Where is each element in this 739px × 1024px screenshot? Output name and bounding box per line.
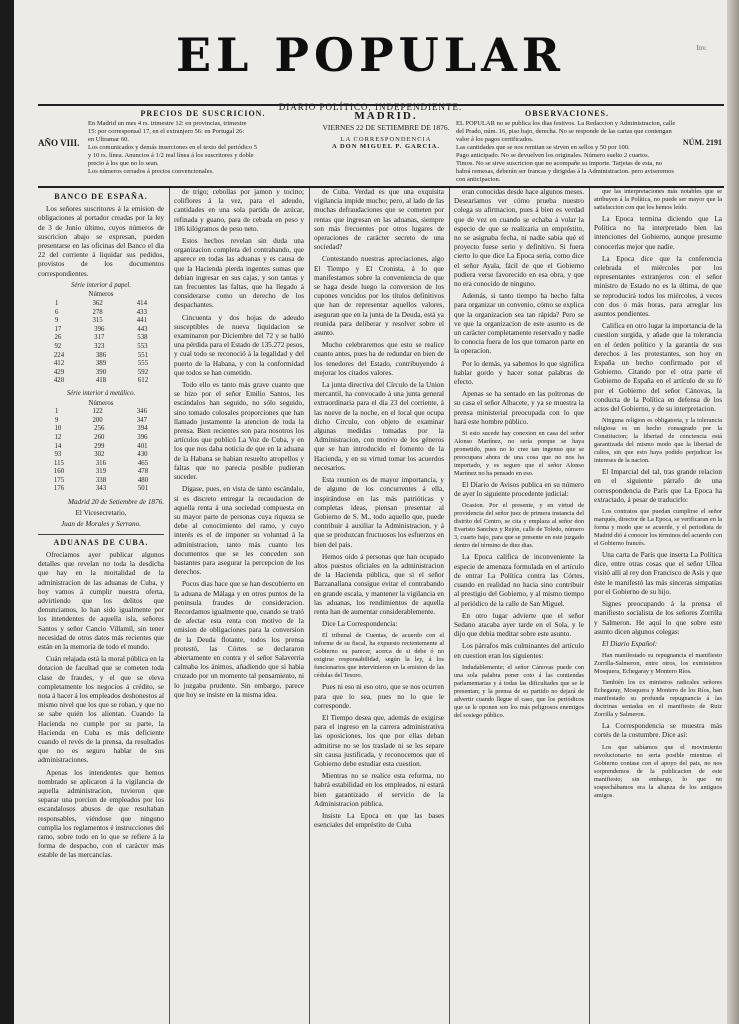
quoted-paragraph: Si esto sucede hay conexion en casa del señor Alonso Martínez, no sería porque se haya prometido, pues no lo cree tan ingenuo que se preocupara ahora de una cosa que no nos ha importado, y es seguro que el señor Alonso Martínez no ha pensado en eso.: [454, 430, 584, 478]
table-row: [38, 343, 164, 352]
paragraph: Pues ni eso ni eso otro, que se nos ocurren para que lo sea, pues no lo que le corresponde.: [314, 683, 444, 710]
serie-metalico-table: [38, 390, 164, 494]
quoted-paragraph: Ocasion. Por el presente, y en virtud de providencia del señor juez de primera instancia del distrito del Centro, se cita y emplaza al señor don Evaristo Sanchez y Rejón, calle de Toledo, número 3, cuarto bajo, para que se presente en este juzgado dentro del término de diez dias.: [454, 502, 584, 550]
table-cell: 362: [92, 300, 103, 308]
paragraph: Cincuenta y dos hojas de adeudo susceptibles de nueva liquidacion se examinaron por Diciembre del 72 y se halló una pérdida para el Estado de 135.272 pesos, y cual todo se reconoció á la legalidad y del puerto de la Habana, y con la conformidad que todos se han cometido.: [174, 313, 304, 377]
price-line: 15: por corresponsal 17, en el extranjero 56: en Portugal 26:: [88, 128, 245, 135]
table-cell: 555: [137, 360, 149, 368]
table-row: [38, 334, 164, 343]
table-cell: 396: [137, 433, 148, 441]
table-row: [38, 326, 164, 335]
paragraph: Esta reunion es de mayor importancia, y de alguno de los concurrentes á ella, inspirándose en las más patrióticas y completas ideas, piensan presentar al Gobierno de S. M., todo aquello que, puede contribuir á auxiliar la Administracion, y á que se produzcan fructuosos los esfuerzos en bien del pais.: [314, 476, 444, 549]
table-cell: 338: [95, 476, 107, 484]
table-cell: 414: [136, 300, 147, 308]
paragraph: La Epoca dice que la conferencia celebrada el miércoles por los representantes extranjeros con el señor ministro de Estado no es la última, de que se reproducirá todos los miércoles, á veces con dos ó más horas, para arreglar los asuntos pendientes.: [594, 254, 722, 319]
table-cell: 260: [94, 433, 105, 441]
aduanas-title: ADUANAS DE CUBA.: [38, 534, 164, 547]
table-row: [38, 352, 164, 361]
paragraph: Todo ello es tanto más grave cuanto que se hizo por el señor Emilio Santos, los escándalos han seguido, no sólo seguido, sino tomado colosales proporciones que han llamado justamente la atencion de toda la prensa. Bien recientes son para nosotros los artículos que publicó La Voz de Cuba, y en los que nos daba noticia de que en la aduana de la Habana se habian resuelto atropellos y faltas que no parecia posible pudieran suceder.: [174, 381, 304, 482]
dateline: [322, 110, 450, 150]
table-header: Números: [88, 399, 114, 407]
paragraph: Hemos oido á personas que han ocupado altos puestos oficiales en la administracion de la Hacienda pública, que si el señor Barzanallana consigue evitar el contrabando en grande escala, y mantener la vigilancia en las aduanas, los rendimientos de aquella renta han de aumentar considerablemente.: [314, 552, 444, 616]
correspondence-name: A DON MIGUEL P. GARCIA.: [332, 143, 440, 150]
banco-title: BANCO DE ESPAÑA.: [54, 192, 148, 201]
paragraph: Apenas los intendentes que hemos nombrado se aplicaron á la vigilancia de aquella administracion, tuvieron que separar una porcion de empleados por los escandalosos abusos de que resultaban responsables, viéndose que ninguno cumplia los reglamentos é instrucciones del ramo, sobre todo en lo que se refiere á la forma de despacho, con el carácter más estable de las mercancías.: [38, 768, 164, 860]
table-row: [38, 460, 164, 469]
paragraph: Cuán relajada está la moral pública en la dotacion de facultad que se cometen toda clase de fraudes, y el que se eleva completamente los negocios á crédito, se nota á hacer á los empleados deshonestos al mismo nivel que los que se roban, y que no se sabe quién los alientan. Cuando la Hacienda no cumple por su parte, la Hacienda en Cuba es más deficiente cuando el revés de la prensa, da resultados que no es seguro hablar de sus administraciones.: [38, 655, 164, 765]
table-cell: 420: [53, 377, 65, 385]
paragraph: El Diario Español:: [602, 639, 658, 648]
paragraph: El Diario de Avisos publica en su número de ayer lo siguiente procedente judicial:: [454, 481, 584, 499]
observations-heading: OBSERVACIONES.: [524, 109, 610, 118]
table-cell: 538: [137, 334, 148, 342]
table-cell: 612: [137, 377, 149, 385]
table-cell: 26: [54, 334, 62, 342]
table-cell: 592: [137, 368, 149, 376]
table-cell: 551: [137, 351, 149, 359]
table-cell: 299: [94, 442, 105, 450]
correspondence-label: LA CORRESPONDENCIA: [340, 136, 432, 143]
serie-papel-table: [38, 282, 164, 386]
table-row: [38, 417, 164, 426]
paragraph: En otro lugar advierte que el señor Sedano atacaba ayer tarde en el Sola, y le dijo que debia meditar sobre este asunto.: [454, 611, 584, 639]
table-row: [38, 408, 164, 417]
sign-role: El Vicesecretario,: [75, 509, 127, 518]
paragraph: Signes preocupando á la prensa el manifiesto socialista de los señores Zorrilla y Salmeron. He aquí lo que sobre este asunto dicen algunos colegas:: [594, 600, 722, 636]
paragraph: El Imparcial del tal, tras grande relacion en el siguiente párrafo de una correspondencia de París que La Epoca ha extractado, á pesar de traducirlo:: [594, 468, 722, 504]
paragraph: La Epoca termina diciendo que La Política no ha interpretado bien las intenciones del Gobierno, aunque presume conocerlas mejor que nadie.: [594, 215, 722, 251]
observation-line: EL POPULAR no se publica los dias festivos. La Redaccion y Administracion, calle del Prado, núm. 16, piso bajo, derecha. No se responde de las cartas que contengan valor á los pagos certificados.: [456, 120, 676, 143]
column-rule: [309, 188, 310, 1024]
price-line: y 10 rs. línea. Anuncios á 1/2 real línea á los suscritores y doble: [88, 152, 254, 159]
table-cell: 302: [94, 451, 105, 459]
city: MADRID.: [354, 110, 418, 122]
table-row: [38, 443, 164, 452]
paragraph: La Correspondencia se muestra más cortés de la costumbre. Dice así:: [594, 722, 722, 740]
quoted-paragraph: Indudablemente; el señor Cánovas puede con una sola palabra poner coto á las contiendas parlamentarias y á todas las dificultades que se le presentan; y la prensa de su partido no dejará de advertir cuando llegue el caso, que los periódicos que se le oponen son los más peligrosos enemigos del sosiego público.: [454, 663, 584, 719]
paragraph: Una carta de París que inserta La Política dice, entre otras cosas que el señor Ulloa visitó allí al rey don Francisco de Asís y que éste le manifestó las más sinceras simpatías por el Gobierno de su hijo.: [594, 551, 722, 596]
column-5: [594, 188, 722, 1024]
table-cell: 443: [137, 325, 148, 333]
table-cell: 430: [137, 451, 148, 459]
column-rule: [449, 188, 450, 1024]
paragraph: Dígase, pues, en vista de tanto escándalo, si es discreto entregar la recaudacion de aquella renta á una sociedad compuesta en su mayor parte de personas cuya riqueza se debe al conocimiento del ramo, y cuyo interés es el de imponer su voluntad á la administracion, tanto más cuanto los documentos que se les conceden son bastantes para asegurar la percepcion de los derechos.: [174, 485, 304, 577]
table-cell: 441: [136, 317, 147, 325]
paragraph: Por lo demás, ya sabemos lo que significa hablar gordo y hacer sonar palabras de efecto.: [454, 359, 584, 387]
table-cell: 346: [136, 408, 147, 416]
book-binding-edge: [0, 0, 14, 1024]
table-cell: 115: [53, 459, 64, 467]
issue-number: NÚM. 2191: [682, 138, 722, 147]
observations: [456, 110, 678, 184]
paragraph: El Tiempo desea que, además de exigirse para el ingreso en la carrera administrativa las oposiciones, los que por ellas deban admitirse no se los traslade ni se les separe sin causa justificada, y reconocemos que el Gobierno debe estudiar esta cuestion.: [314, 713, 444, 768]
table-cell: 478: [137, 468, 149, 476]
table-header: Números: [88, 291, 114, 299]
table-cell: 319: [95, 468, 107, 476]
paragraph: Apenas se ha sentado en las poltronas de su casa el señor Albacete, y ya se muestra la prensa ministerial preocupada con lo que hará este hombre público.: [454, 390, 584, 426]
table-row: [38, 360, 164, 369]
column-rule: [589, 188, 590, 1024]
observation-line: Las cantidades que se nos remitan se sirven en sellos y 50 por 100.: [456, 144, 630, 151]
paragraph: Estos hechos revelan sin duda una organizacion completa del contrabando, que aparece en todas las aduanas y es causa de que la Hacienda pierda ingentes sumas que debian ingresar en sus cajas, y son tantas y tan frecuentes las faltas, que ha llegado á considerarse como un derecho de los despachantes.: [174, 237, 304, 310]
paragraph: Mientras no se realice esta reforma, no habrá estabilidad en los empleados, ni estará bien garantizado el servicio de la Administracion pública.: [314, 772, 444, 808]
table-cell: 412: [53, 360, 65, 368]
newspaper-title: EL POPULAR: [175, 28, 566, 82]
table-cell: 390: [95, 368, 107, 376]
table-cell: 9: [55, 416, 59, 424]
table-cell: 92: [54, 342, 62, 350]
column-4: [454, 188, 584, 1024]
paragraph: Ofrecíamos ayer publicar algunos detalles que revelan no toda la desdicha que hay en la mortalidad de la administracion de las aduanas de Cuba, y hoy vamos á cumplir nuestra oferta, advirtiendo que los delitos que denunciamos, lo han sido igualmente por los intendentes de aquella isla, señores Santos y señor Cancio Villamil, sin tener necesidad de otros datos más recientes que están en la memoria de todo el mundo.: [38, 550, 164, 651]
table-cell: 396: [94, 325, 105, 333]
table-row: [38, 477, 164, 486]
quoted-paragraph: También los ex ministros radicales señores Echegaray, Mosquera y Montero de los Ríos, han manifestado su profunda repugnancia á las doctrinas sentadas en el manifiesto de Ruiz Zorrilla y Salmeron.: [594, 679, 722, 719]
issue-date: VIERNES 22 DE SETIEMBRE DE 1876.: [322, 123, 450, 132]
paragraph: Dice La Correspondencia:: [322, 620, 398, 629]
quoted-paragraph: Los contratos que puedan cumplirse el señor marqués, director de La Epoca, se verificaran en la forma y modo que se acuerde, y el periodista de Madrid dió á conocer los términos del acuerdo con el Gobierno francés.: [594, 508, 722, 548]
table-cell: 317: [94, 334, 105, 342]
table-cell: 501: [137, 485, 149, 493]
sign-place: Madrid 20 de Setiembre de 1876.: [68, 498, 164, 507]
newspaper-page: [14, 0, 727, 1024]
table-cell: 9: [55, 317, 59, 325]
paragraph: Los párrafos más culminantes del artículo en cuestion eran los siguientes:: [454, 642, 584, 660]
paragraph: Contestando nuestras apreciaciones, algo El Tiempo y El Cronista, á lo que manifestamos sobre la conveniencia de que se haga desde luego la conversion de los cupones vencidos por los títulos definitivos que han de representar aquellos valores, aseguran que en la junta de la Deuda, está ya reunida para deliberar y resolver sobre el asunto.: [314, 255, 444, 338]
paragraph: Además, si tanto tiempo ha hecho falta para organizar un convenio, cómo se explica que la organizacion sea tan rápida? Pero se ve que la organizacion de este asunto es de un carácter completamente reservado y nadie lo conocia fuera de los que tomaron parte en la operacion.: [454, 292, 584, 356]
price-line: precio á los que no lo sean.: [88, 160, 159, 167]
quoted-paragraph: Ninguna religion es obligatoria, y la tolerancia religiosa es un hecho consagrado por la Constitucion; la libertad de conciencia está garantizada del mismo modo que la libertad de cultos, sin que esto haya podido perjudicar los intereses de la nacion.: [594, 417, 722, 465]
column-3: [314, 188, 444, 1024]
paragraph: La junta directiva del Círculo de la Union mercantil, ha convocado á una junta general extraordinaria para el dia 23 del corriente, á las nueve de la noche, en el local que ocupa dicho Círculo, con objeto de examinar algunas medidas tomadas por la Administracion, con motivo de los géneros que se han introducido el fomento de la Hacienda, y en su virtud tomar los acuerdos necesarios.: [314, 381, 444, 472]
table-row: [38, 309, 164, 318]
subscription-prices: [88, 110, 318, 176]
table-cell: 93: [54, 451, 62, 459]
page-edge-shadow: [727, 0, 739, 1024]
table-cell: 389: [95, 360, 107, 368]
price-line: en Ultramar 60.: [88, 136, 129, 143]
table-cell: 553: [137, 342, 148, 350]
price-line: En Madrid un mes 4 rs. trimestre 12: en provincias, trimestre: [88, 120, 247, 127]
header-bar: [38, 104, 724, 188]
table-cell: 347: [136, 416, 147, 424]
table-cell: 1: [55, 300, 59, 308]
table-row: [38, 451, 164, 460]
paragraph: Mucho celebraremos que esto se realice cuanto antes, pues ha de redundar en bien de los tenedores del Estado, contribuyendo á mejorar los citados valores.: [314, 341, 444, 377]
paragraph: de trigo; cebollas por jamon y tocino; coliflores á la vez, para el adeudo, cantidades en una sola partida de azúcar, refinada y guano, para de cebada en peso y 186 kilógramos de peso neto.: [174, 188, 304, 233]
serie-papel-title: Série interior á papel.: [70, 281, 132, 289]
table-cell: 12: [54, 433, 62, 441]
year-label: AÑO VIII.: [38, 138, 80, 148]
table-cell: 224: [53, 351, 65, 359]
table-row: [38, 434, 164, 443]
price-line: Los números cerrados á precios convencionales.: [88, 168, 214, 175]
table-cell: 465: [137, 459, 149, 467]
table-cell: 14: [54, 442, 62, 450]
quoted-paragraph: que las interpretaciones más notables que se atribuyen á la Política, no puede ser mayor que la satisfaccion con que los hemos leído.: [594, 188, 722, 211]
table-cell: 480: [137, 476, 149, 484]
table-cell: 122: [92, 408, 103, 416]
table-cell: 394: [137, 425, 148, 433]
table-row: [38, 377, 164, 386]
table-cell: 6: [55, 308, 59, 316]
paragraph: Insiste La Epoca en que las bases esenciales del empréstito de Cuba: [314, 811, 444, 830]
quoted-paragraph: Han manifestado su repugnancia el manifiesto Zorrilla-Salmeron, entre otros, los exministros Mosquera, Echegaray y Montero Ríos.: [594, 652, 722, 676]
newspaper-subtitle: DIARIO POLÍTICO, INDEPENDIENTE.: [278, 102, 463, 112]
table-cell: 429: [53, 368, 65, 376]
quoted-paragraph: El tribunal de Cuentas, de acuerdo con el informe de su fiscal, ha expuesto recientemente al Gobierno su parecer, acerca de si debe ó no exigirse responsabilidad, según la ley, á los funcionarios que intervinieron en la emision de las cédulas del Tesoro.: [314, 632, 444, 680]
paragraph: Califica en otro lugar la importancia de la cuestion surgida, y añade que la tolerancia en el órden político y la garantía de sus derechos á los protestantes, son hoy en España un hecho confirmado por el Gobierno. Citando por el otra parte el Gobierno de España en el artículo de su fé por el Gobierno del señor Cánovas, la conducta de la Política en defensa de los actos del Gobierno, y de su interpretacion.: [594, 322, 722, 414]
table-cell: 1: [55, 408, 59, 416]
table-row: [38, 317, 164, 326]
serie-metalico-title: Série interior á metálico.: [66, 389, 136, 397]
table-cell: 176: [53, 485, 65, 493]
column-rule: [169, 188, 170, 1024]
table-cell: 343: [95, 485, 107, 493]
column-2: [174, 188, 304, 1024]
subscription-heading: PRECIOS DE SUSCRICION.: [140, 109, 266, 118]
sign-name: Juan de Morales y Serrano.: [60, 520, 142, 529]
table-cell: 17: [54, 325, 62, 333]
paragraph: La Epoca califica de inconveniente la especie de amenaza formulada en el artículo de entrar La Política contra las Córtes, cuando en realidad no hacia sino contribuir al prestigio del Gobierno, y al mismo tiempo al periódico de la calle de San Miguel.: [454, 553, 584, 608]
table-cell: 200: [92, 416, 103, 424]
table-cell: 401: [137, 442, 148, 450]
paragraph: de Cuba. Verdad es que una exquisita vigilancia impide mucho; pero, al lado de las muchas defraudaciones que se cometen por rentas que ingresan en las aduanas, siempre son más frecuentes por otros lugares de operaciones de carácter secreto de una sociedad?: [314, 188, 444, 252]
observation-line: Pago anticipado. No se devuelven los originales. Número suelto 2 cuartos.: [456, 152, 650, 159]
table-cell: 386: [95, 351, 107, 359]
table-cell: 160: [53, 468, 65, 476]
table-cell: 10: [54, 425, 62, 433]
table-row: [38, 425, 164, 434]
paragraph: Pocos dias hace que se han descubierto en la aduana de Málaga y en otros puntos de la península fraudes de consideracion. Recordamos igualmente que, cuando se trató de afectar esta renta con motivo de la emision de obligaciones para la conversion de la Deuda flotante, todos los prensa protestó, las Córtes se declararon abiertamente en contra y el señor Salaverría calmaba los ánimos, añadiendo que si habia cruzado por un momento tal pensamiento, ni lo juzgaba prudente. Sin embargo, parece que hoy se insiste en la misma idea.: [174, 580, 304, 699]
observation-line: Timos. No se sirve suscricion que no acompañe su importe. Tarjetas de esta, no habrá remesas, deberán ser francas y dirigidas á la Administracion. pero aviseremos con anticipacion.: [456, 160, 674, 183]
price-line: Los comunicados y demás inserciones en el texto del periódico 5: [88, 144, 257, 151]
table-row: [38, 369, 164, 378]
table-cell: 418: [95, 377, 107, 385]
table-cell: 433: [136, 308, 147, 316]
table-cell: 278: [92, 308, 103, 316]
table-row: [38, 485, 164, 494]
table-cell: 323: [94, 342, 105, 350]
column-1: [38, 188, 164, 1024]
table-row: [38, 300, 164, 309]
table-row: [38, 468, 164, 477]
quoted-paragraph: Los que sabíamos que el movimiento revolucionario no seria posible mientras el Gobierno contase con el apoyo del pais, no nos sorprendemos de la publicacion de este manifiesto; sin embargo, lo que no sospechábamos era la alianza de los antiguos amigos.: [594, 743, 722, 799]
table-cell: 316: [95, 459, 106, 467]
table-cell: 175: [53, 476, 65, 484]
paragraph: eran conocidas desde hace algunos meses. Deseariamos ver cómo prueba nuestro colega su afirmacion, pues á bien es verdad que de vez en cuando se echaba á volar la especie de que se realizaria un empréstito, no se asignaba fecha, ni nadie sabia qué el proyecto fuese serio y definitivo. Si fuera cierto lo que dice La Epoca sería, como dice el señor Ayala, fácil de que el Gobierno pudiera verse favorecido en esa obra, y que no era conocido de ninguno.: [454, 188, 584, 289]
ear-right: Inv.: [696, 44, 707, 52]
table-cell: 315: [92, 317, 103, 325]
table-cell: 256: [94, 425, 105, 433]
banco-text: Los señores suscritores á la emision de obligaciones al portador creadas por la ley de 3 de Junio último, cuyos números de suscricion abajo se expresan, pueden presentarse en las oficinas del Banco el dia 22 del corriente á liquidar sus pedidos, provistos de los documentos correspondientes.: [38, 205, 164, 278]
